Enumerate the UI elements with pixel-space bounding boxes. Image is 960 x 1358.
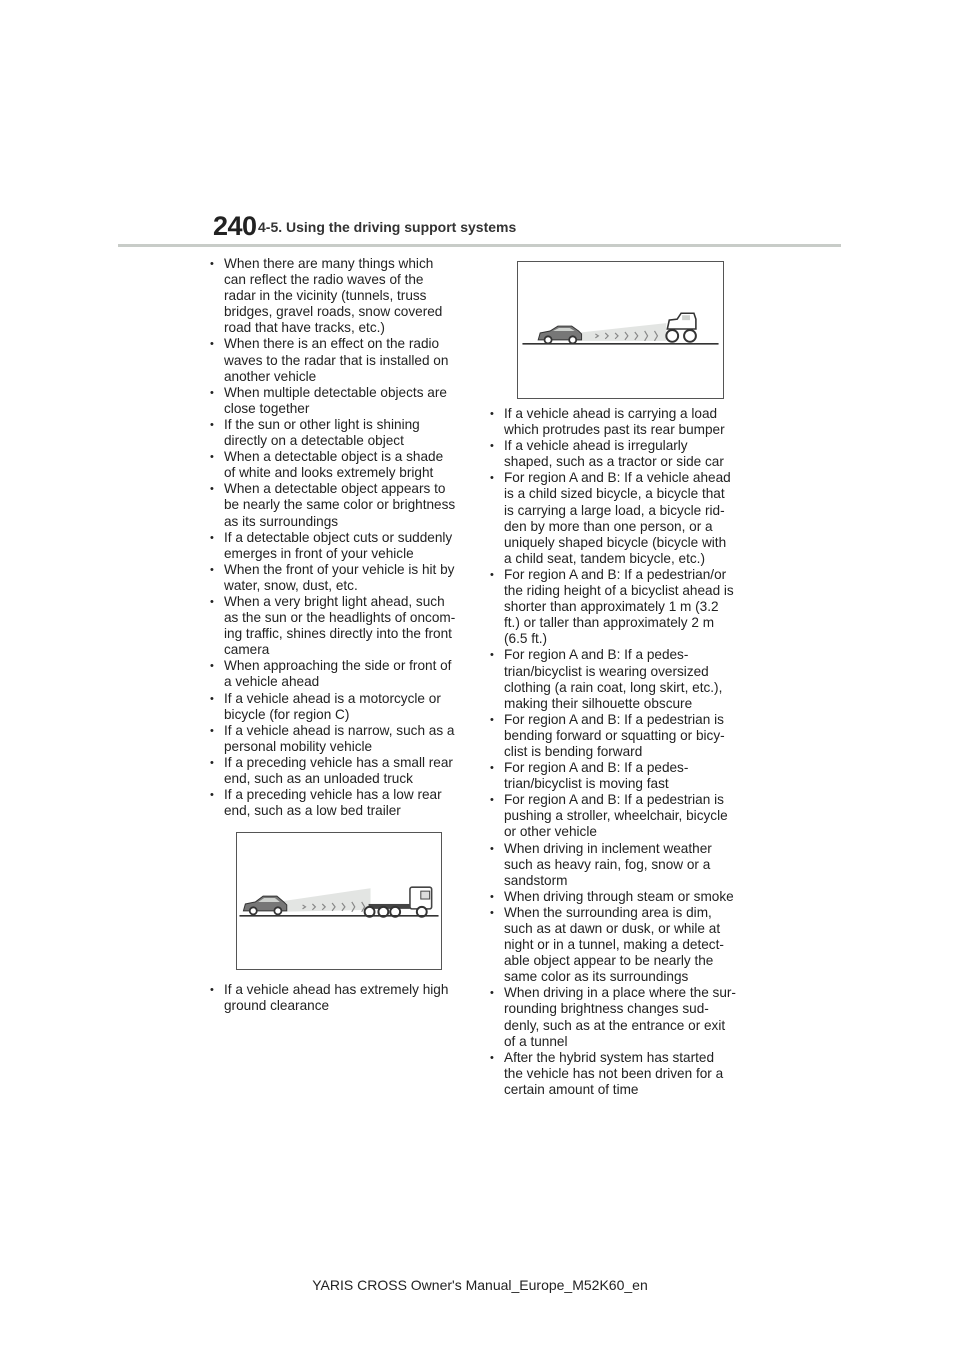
header-divider	[118, 244, 841, 247]
list-item: • For region A and B: If a pedestrian/or the riding height of a bicyclist ahead is shorter than approximately 1 m (3.2 ft.) or taller than approximately 2 m (6.5 ft.)	[490, 567, 755, 647]
list-item: • For region A and B: If a pedes- trian/bicyclist is wearing oversized clothing (a rain coat, long skirt, etc.), making their silhouette obscure	[490, 647, 755, 711]
list-item: • When there is an effect on the radio waves to the radar that is installed on another vehicle	[210, 336, 472, 384]
list-item: • For region A and B: If a pedestrian is bending forward or squatting or bicy- clist is bending forward	[490, 712, 755, 760]
section-title: 4-5. Using the driving support systems	[258, 219, 517, 235]
page-number: 240	[213, 211, 257, 241]
list-item: • When multiple detectable objects are close together	[210, 385, 472, 417]
list-item: • When the surrounding area is dim, such as at dawn or dusk, or while at night or in a tunnel, making a detect- able object appear to be nearly the same color as its surroundings	[490, 905, 755, 985]
list-item: • When driving in inclement weather such as heavy rain, fog, snow or a sandstorm	[490, 841, 755, 889]
list-item: • If a preceding vehicle has a low rear end, such as a low bed trailer	[210, 787, 472, 819]
right-column	[490, 256, 755, 1098]
list-item: • When driving through steam or smoke	[490, 889, 755, 905]
left-bullet-list-continued	[210, 982, 472, 1014]
high-clearance-vehicle-drawing	[518, 262, 723, 398]
list-item: • After the hybrid system has started the vehicle has not been driven for a certain amount of time	[490, 1050, 755, 1098]
list-item: • When the front of your vehicle is hit by water, snow, dust, etc.	[210, 562, 472, 594]
list-item: • If a vehicle ahead is carrying a load which protrudes past its rear bumper	[490, 406, 755, 438]
list-item: • If a vehicle ahead is a motorcycle or bicycle (for region C)	[210, 691, 472, 723]
list-item: • When approaching the side or front of a vehicle ahead	[210, 658, 472, 690]
illustration-high-ground-clearance	[517, 261, 724, 399]
low-bed-trailer-drawing	[237, 833, 441, 969]
list-item: • If a vehicle ahead has extremely high ground clearance	[210, 982, 472, 1014]
list-item: • For region A and B: If a vehicle ahead is a child sized bicycle, a bicycle that is carrying a large load, a bicycle rid- den by more than one person, or a uniquely shaped bicycle (bicycle with a child seat, tandem bicycle, etc.)	[490, 470, 755, 567]
left-column	[210, 256, 472, 1014]
list-item: • If a detectable object cuts or suddenly emerges in front of your vehicle	[210, 530, 472, 562]
list-item: • When there are many things which can reflect the radio waves of the radar in the vicinity (tunnels, truss bridges, gravel roads, snow covered road that have tracks, etc.)	[210, 256, 472, 336]
list-item: • When a detectable object is a shade of white and looks extremely bright	[210, 449, 472, 481]
right-bullet-list	[490, 406, 755, 1098]
left-bullet-list	[210, 256, 472, 819]
list-item: • When a very bright light ahead, such as the sun or the headlights of oncom- ing traffic, shines directly into the front camera	[210, 594, 472, 658]
illustration-low-bed-trailer	[236, 832, 442, 970]
list-item: • For region A and B: If a pedes- trian/bicyclist is moving fast	[490, 760, 755, 792]
list-item: • For region A and B: If a pedestrian is pushing a stroller, wheelchair, bicycle or other vehicle	[490, 792, 755, 840]
list-item: • If a vehicle ahead is irregularly shaped, such as a tractor or side car	[490, 438, 755, 470]
list-item: • If a preceding vehicle has a small rear end, such as an unloaded truck	[210, 755, 472, 787]
footer-manual-title: YARIS CROSS Owner's Manual_Europe_M52K60_en	[312, 1277, 648, 1293]
list-item: • If a vehicle ahead is narrow, such as a personal mobility vehicle	[210, 723, 472, 755]
list-item: • If the sun or other light is shining directly on a detectable object	[210, 417, 472, 449]
list-item: • When driving in a place where the sur- rounding brightness changes sud- denly, such as at the entrance or exit of a tunnel	[490, 985, 755, 1049]
list-item: • When a detectable object appears to be nearly the same color or brightness as its surroundings	[210, 481, 472, 529]
page-header	[0, 0, 960, 250]
